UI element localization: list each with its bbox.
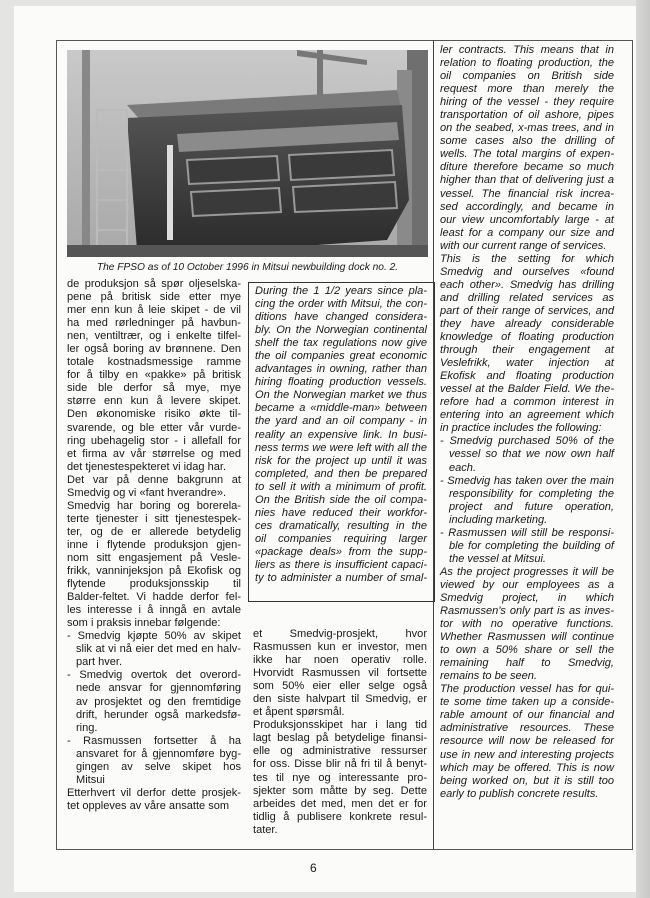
text-line: risk for the project up until it was — [255, 454, 427, 467]
text-line: som 50% eier eller selge også — [253, 680, 427, 693]
text-line: inne i flytende produksjon gjen- — [67, 538, 241, 551]
text-line: gingen av selve skipet hos — [76, 760, 241, 773]
text-line: nen, ventiltrær, og i enkelte tilfel- — [67, 330, 241, 343]
text-line: nies have reduced their workfor- — [255, 506, 427, 519]
left-column — [67, 278, 241, 813]
list-item: - Rasmussen will still be responsi- — [440, 526, 614, 539]
text-line: for å tilby en «pakke» på britisk — [67, 369, 241, 382]
text-line: relation to floating production, the — [440, 57, 614, 70]
photo-caption: The FPSO as of 10 October 1996 in Mitsui newbuilding dock no. 2. — [96, 262, 399, 273]
text-line: lagt beslag på betydelige finansi- — [253, 732, 427, 745]
english-inset — [255, 285, 427, 585]
text-line: de produksjon så spør oljeselska- — [67, 278, 241, 290]
text-line: «package deals» from the supp- — [255, 545, 427, 558]
text-line: refore had a common interest in — [440, 396, 614, 409]
text-line: higher than that of delivering just a — [440, 174, 614, 187]
text-line: On the British side the oil compa- — [255, 493, 427, 506]
text-line: with our current range of services. — [440, 239, 607, 252]
middle-column — [253, 628, 427, 837]
text-line: ler contracts. This means that in — [440, 44, 614, 56]
text-line: flytende produksjonsskip til — [67, 578, 241, 591]
text-line: side ble derfor så mye, mye — [67, 382, 241, 395]
text-line: ansvaret for å gjennomføre byg- — [76, 747, 241, 760]
text-line: Smedvig and ourselves «found — [440, 265, 614, 278]
text-line: les interesse i å inngå en avtale — [67, 604, 241, 617]
text-line: resource will now be released for — [440, 735, 614, 748]
text-line: ble for completing the building of — [449, 539, 614, 552]
text-line: nede ansvar for gjennomføring — [76, 682, 241, 695]
text-line: responsibility for completing the — [449, 487, 614, 500]
text-line: entering into an agreement which — [440, 409, 614, 422]
text-line: arbeides det med, men det er for — [253, 797, 427, 810]
text-line: Whether Rasmussen will continue — [440, 631, 614, 644]
text-line: Det var på denne bakgrunn at — [67, 473, 241, 486]
text-line: the vessel at Mitsui. — [449, 552, 547, 565]
text-line: hiring floating production vessels. — [255, 376, 427, 389]
text-line: et firma av vår størrelse og med — [67, 447, 241, 460]
text-line: Smedvig project, in which — [440, 591, 614, 604]
text-line: sjekter som måtte by seg. Dette — [253, 784, 427, 797]
text-line: Rasmussen kun er investor, men — [253, 641, 427, 654]
list-item: - Smedvig kjøpte 50% av skipet — [67, 630, 241, 643]
text-line: oil companies on British side — [440, 70, 614, 83]
text-line: ring ubehagelig stor - i allefall for — [67, 434, 241, 447]
text-line: each. — [449, 461, 477, 474]
text-line: wells. The total margins of expen- — [440, 148, 614, 161]
text-line: The production vessel has for qui- — [440, 683, 614, 696]
text-line: on the seabed, x-mas trees, and in — [440, 122, 614, 135]
text-line: viewed by our employees as a — [440, 578, 614, 591]
text-line: some cases also the drilling of — [440, 135, 614, 148]
text-line: elle og administrative ressurser — [253, 745, 427, 758]
text-line: av prosjektet og den fremtidige — [76, 695, 241, 708]
text-line: part hver. — [76, 656, 123, 669]
text-line: pene på britisk side etter mye — [67, 291, 241, 304]
text-line: oil companies requiring larger — [255, 532, 427, 545]
text-line: use in new and interesting projects — [440, 748, 614, 761]
text-line: reality an expensive link. In busi- — [255, 428, 427, 441]
text-line: mer enn kun å leie skipet - de vil — [67, 304, 241, 317]
text-line: early to publish concrete results. — [440, 787, 599, 800]
text-line: større enn kun å levere skipet. — [67, 395, 241, 408]
text-line: to own a 50% share or sell the — [440, 644, 614, 657]
text-line: ikke har noen operativ rolle. — [253, 654, 427, 667]
text-line: drift, herunder også markedsfø- — [76, 708, 241, 721]
text-line: cing the order with Mitsui, the con- — [255, 298, 427, 311]
text-line: they have already considerable — [440, 317, 614, 330]
text-line: ces dramatically, resulting in the — [255, 519, 427, 532]
text-line: transportation of oil ashore, pipes — [440, 109, 614, 122]
list-item: - Smedvig purchased 50% of the — [440, 435, 614, 448]
text-line: least for a company our size and — [440, 226, 614, 239]
text-line: frikk, vanninjeksjon på Ekofisk og — [67, 565, 241, 578]
text-line: totale kostnadsmessige ramme — [67, 356, 241, 369]
text-line: ler også boring av brønnene. Den — [67, 343, 241, 356]
text-line: in practice includes the following: — [440, 422, 602, 435]
text-line: completed, and then be prepared — [255, 467, 427, 480]
scan-edge — [636, 0, 650, 898]
text-line: Produksjonsskipet har i lang tid — [253, 719, 427, 732]
text-line: diture therefore became so much — [440, 161, 614, 174]
text-line: Den økonomiske risiko økte til- — [67, 408, 241, 421]
text-line: administrative resources. These — [440, 722, 614, 735]
text-line: for oss. Disse blir nå fri til å benyt- — [253, 758, 427, 771]
text-line: During the 1 1/2 years since pla- — [255, 285, 427, 297]
text-line: vessel. The financial risk increa- — [440, 187, 614, 200]
text-line: liers as there is insufficient capaci- — [255, 558, 427, 571]
text-line: tidlig å publisere konkrete resul- — [253, 810, 427, 823]
text-line: vessel so that we now own half — [449, 448, 614, 461]
text-line: On the Norwegian market we thus — [255, 389, 427, 402]
text-line: et åpent spørsmål. — [253, 706, 345, 719]
text-line: and drilling related services as — [440, 291, 614, 304]
text-line: ter, og de er allerede betydelig — [67, 525, 241, 538]
text-line: ty to administer a number of smal- — [255, 572, 427, 585]
text-line: slik at vi nå eier det med en halv- — [76, 643, 241, 656]
text-line: ness terms we were left with all the — [255, 441, 427, 454]
text-line: Smedvig har boring og borerela- — [67, 499, 241, 512]
text-line: remaining half to Smedvig, — [440, 657, 614, 670]
text-line: terte tjenester i sitt tjenestespek- — [67, 512, 241, 525]
text-line: den siste halvpart til Smedvig, er — [253, 693, 427, 706]
text-line: ditions have changed considera- — [255, 311, 427, 324]
text-line: Hvorvidt Rasmussen vil fortsette — [253, 667, 427, 680]
text-line: Etterhvert vil derfor dette prosjek- — [67, 786, 241, 799]
text-line: tater. — [253, 823, 278, 836]
text-line: tor with no operative functions. — [440, 618, 614, 631]
list-item: - Smedvig has taken over the main — [440, 474, 614, 487]
text-line: bly. On the Norwegian continental — [255, 324, 427, 337]
text-line: shelf the tax regulations now give — [255, 337, 427, 350]
text-line: nom sitt engasjement på Vesle- — [67, 551, 241, 564]
text-line: being worked on, but it is still too — [440, 774, 614, 787]
text-line: ha med rørledninger på havbun- — [67, 317, 241, 330]
text-line: ring. — [76, 721, 98, 734]
text-line: som i praksis innebar følgende: — [67, 617, 221, 630]
text-line: knowledge of floating production — [440, 331, 614, 344]
text-line: hiring of the vessel - they require — [440, 96, 614, 109]
text-line: to sell it with a minimum of profit. — [255, 480, 427, 493]
text-line: As the project progresses it will be — [440, 565, 614, 578]
text-line: Mitsui — [76, 773, 105, 786]
text-line: rable amount of our financial and — [440, 709, 614, 722]
text-line: our view uncomfortably large - at — [440, 213, 614, 226]
text-line: Veslefrikk, water injection at — [440, 357, 614, 370]
text-line: svarende, og ble etter vår vurde- — [67, 421, 241, 434]
text-line: which may be offered. This is now — [440, 761, 614, 774]
text-line: advantages in owning, rather than — [255, 363, 427, 376]
text-line: Balder-feltet. Vi hadde derfor fel- — [67, 591, 241, 604]
list-item: - Rasmussen fortsetter å ha — [67, 734, 241, 747]
text-line: through their engagement at — [440, 344, 614, 357]
text-line: became a «middle-man» between — [255, 402, 427, 415]
text-line: including marketing. — [449, 513, 548, 526]
text-line: et Smedvig-prosjekt, hvor — [253, 628, 427, 640]
text-line: the yard and an oil company - in — [255, 415, 427, 428]
text-line: Smedvig og vi «fant hverandre». — [67, 486, 227, 499]
text-line: part of their range of services, and — [440, 304, 614, 317]
list-item: - Smedvig overtok det overord- — [67, 669, 241, 682]
text-line: the oil companies great economic — [255, 350, 427, 363]
text-line: vessel at the Balder Field. We the- — [440, 383, 614, 396]
text-line: te some time taken up a conside- — [440, 696, 614, 709]
text-line: tes til nye og interessante pro- — [253, 771, 427, 784]
right-column — [440, 44, 614, 801]
ship-photo-image — [67, 50, 428, 257]
text-line: request more than merely the — [440, 83, 614, 96]
text-line: This is the setting for which — [440, 252, 614, 265]
text-line: det tjenestespekteret vi idag har. — [67, 460, 227, 473]
ship-photo — [67, 50, 428, 257]
text-line: Rasmussen's only part is as inves- — [440, 605, 614, 618]
text-line: remains to be seen. — [440, 670, 538, 683]
text-line: tet oppleves av våre ansatte som — [67, 799, 230, 812]
page-number: 6 — [310, 861, 317, 875]
text-line: project and future operation, — [449, 500, 614, 513]
text-line: Ekofisk and floating production — [440, 370, 614, 383]
text-line: each other». Smedvig has drilling — [440, 278, 614, 291]
text-line: sed accordingly, and became in — [440, 200, 614, 213]
